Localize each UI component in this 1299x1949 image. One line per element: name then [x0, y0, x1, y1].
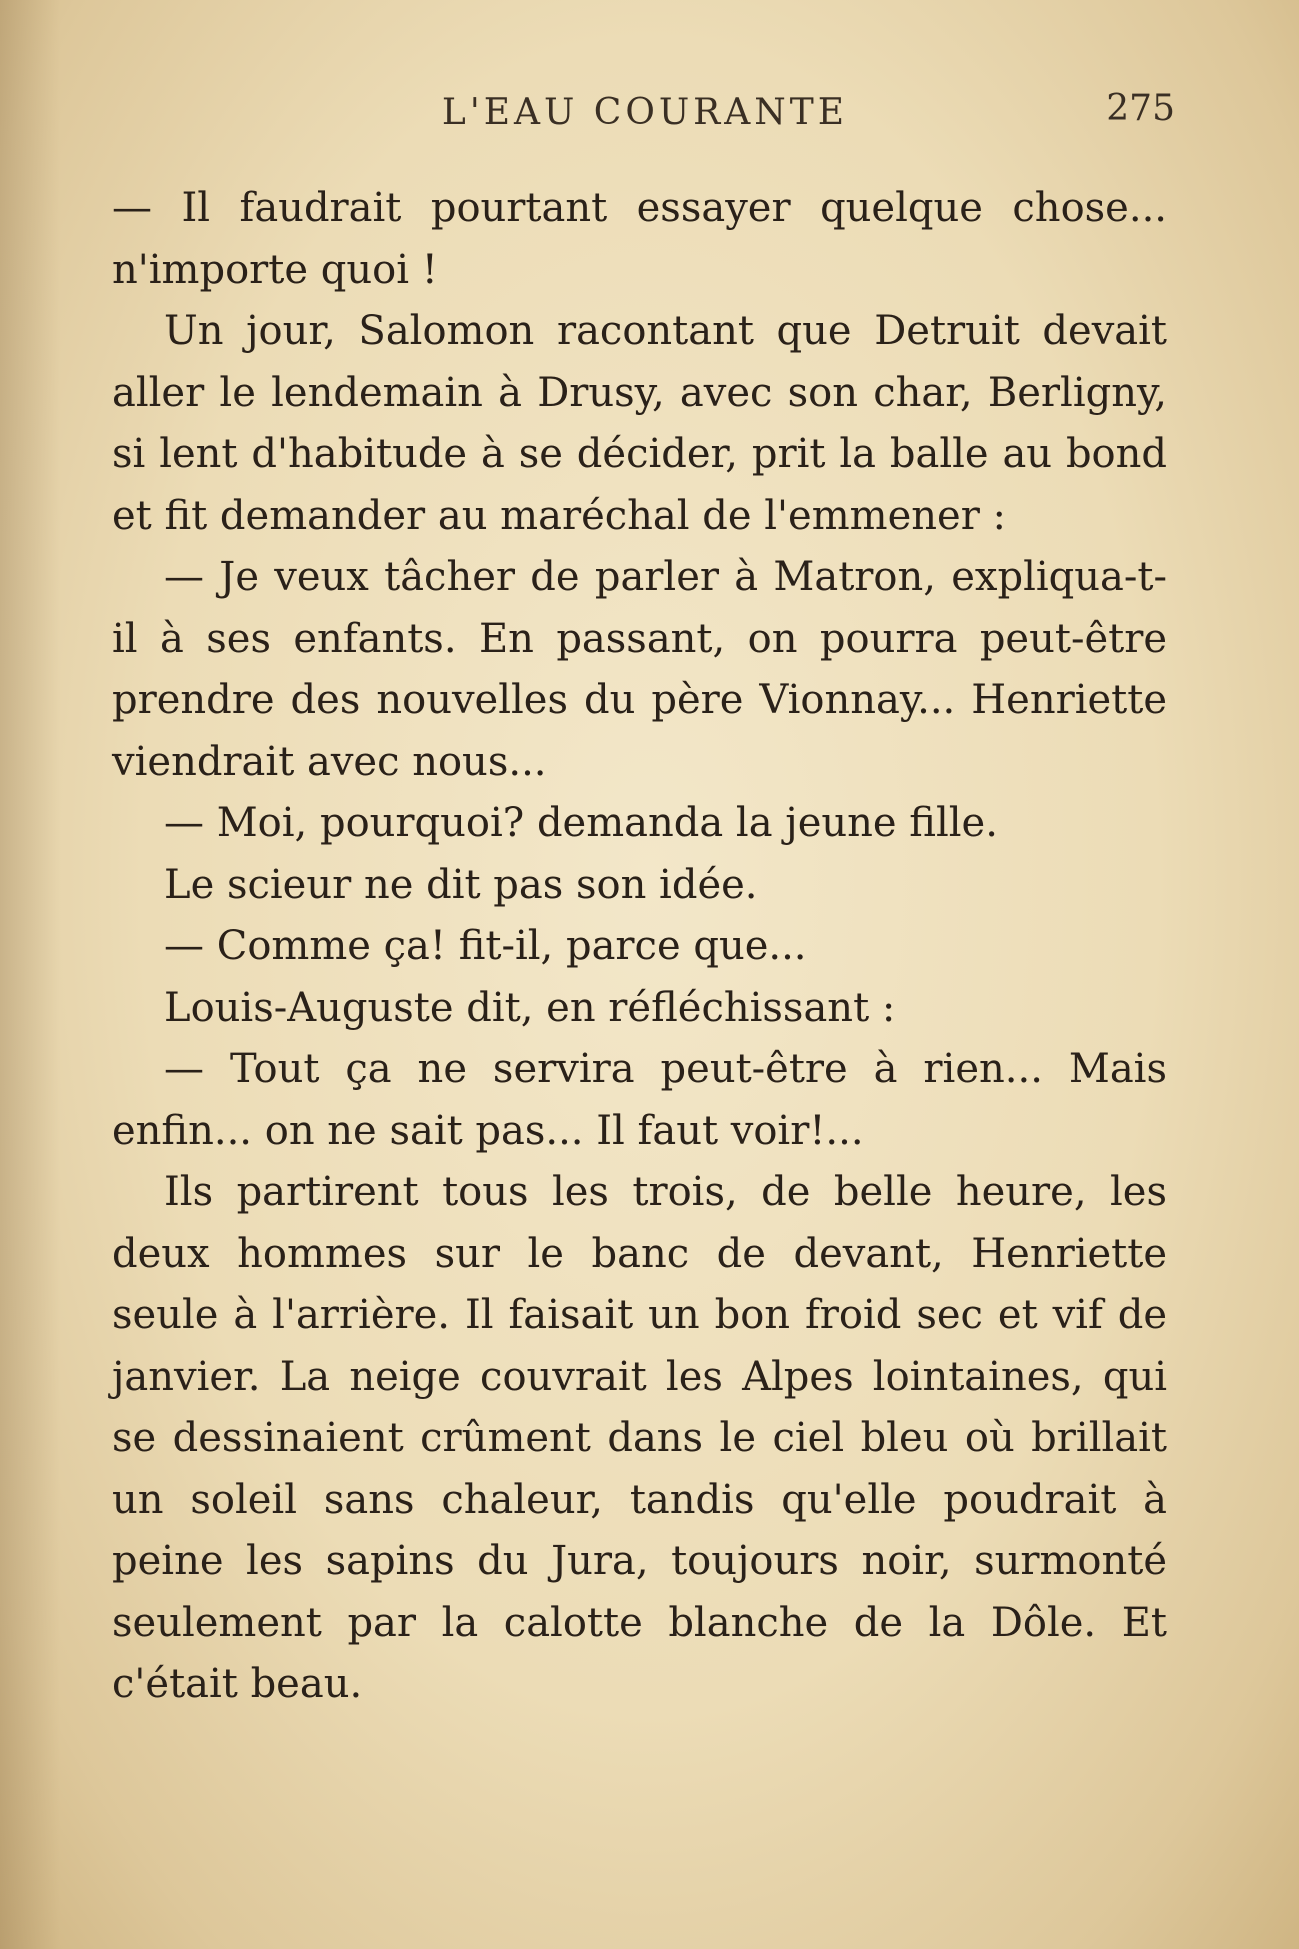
- running-title: L'EAU COURANTE: [441, 92, 849, 133]
- paragraph: — Il faudrait pourtant essayer quelque chose... n'importe quoi !: [112, 185, 1167, 293]
- page-edge-shadow: [0, 0, 60, 1949]
- paragraph: Louis-Auguste dit, en réfléchissant :: [164, 984, 896, 1031]
- paragraph: — Tout ça ne servira peut-être à rien... Mais enfin... on ne sait pas... Il faut voir!...: [112, 1046, 1167, 1154]
- paragraph: Un jour, Salomon racontant que Detruit devait aller le lendemain à Drusy, avec son char, Berligny, si lent d'habitude à se décider, prit la balle au bond et fit demander au maréchal de l'emmener :: [112, 308, 1167, 539]
- paragraph: — Comme ça! fit-il, parce que...: [164, 923, 807, 969]
- body-text: [112, 178, 1167, 1716]
- paragraph: Le scieur ne dit pas son idée.: [164, 861, 758, 908]
- paragraph: Ils partirent tous les trois, de belle heure, les deux hommes sur le banc de devant, Henriette seule à l'arrière. Il faisait un bon froid sec et vif de janvier. La neige couvrait les Alpes lointaines, qui se dessinaient crûment dans le ciel bleu où brillait un soleil sans chaleur, tandis qu'elle poudrait à peine les sapins du Jura, toujours noir, surmonté seulement par la calotte blanche de la Dôle. Et c'était beau.: [112, 1169, 1167, 1707]
- paragraph: — Je veux tâcher de parler à Matron, expliqua-t-il à ses enfants. En passant, on pourra peut-être prendre des nouvelles du père Vionnay... Henriette viendrait avec nous...: [112, 554, 1167, 785]
- page-number: 275: [1106, 88, 1175, 129]
- page-header: [115, 88, 1175, 142]
- paragraph: — Moi, pourquoi? demanda la jeune fille.: [164, 800, 998, 846]
